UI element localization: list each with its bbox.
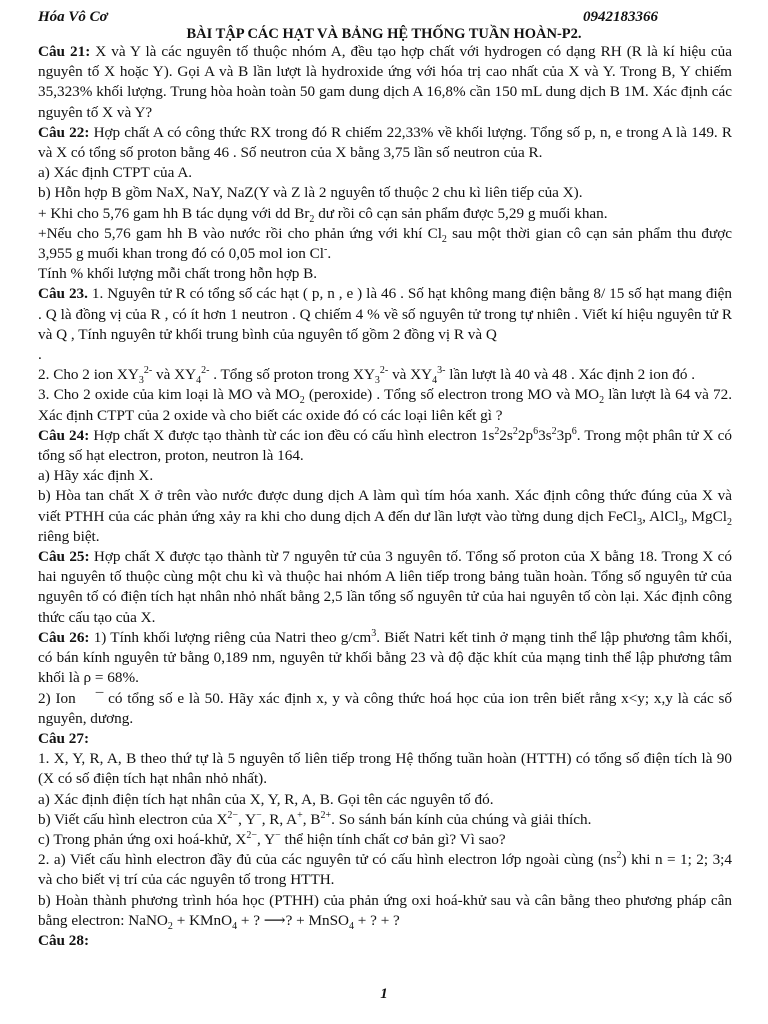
subscript: 2	[727, 516, 732, 528]
text: và XY	[388, 366, 433, 384]
text: .	[327, 245, 332, 263]
subscript: 3	[374, 375, 380, 387]
superscript: 3-	[437, 365, 446, 377]
text: +Nếu cho 5,76 gam hh B vào nước rồi cho phản ứng với khí Cl	[38, 224, 442, 242]
question-label: Câu 26:	[38, 628, 90, 646]
question-24-part-a: a) Hãy xác định X.	[38, 467, 154, 485]
question-27-line-5	[38, 850, 732, 890]
text: c) Trong phản ứng oxi hoá-khử, X	[38, 830, 247, 848]
text: , Y	[257, 830, 276, 848]
question-text: Hợp chất A có công thức RX trong đó R chiếm 22,33% về khối lượng. Tổng số p, n, e trong A là 149. R và X có tổng số proton bằng 46 . Số neutron của X bằng 3,75 lần số neutron của R.	[38, 123, 732, 162]
text: 2) Ion	[38, 689, 76, 707]
equation: + ? ⟶? + MnSO	[237, 911, 349, 929]
text: b) Hòa tan chất X ở trên vào nước được dung dịch A làm quì tím hóa xanh. Xác định công thức đúng của X và viết PTHH của các phản ứng xảy ra khi cho dung dịch A đến dư lần lượt vào từng dung dịch FeCl	[38, 487, 732, 525]
question-22-last: Tính % khối lượng mỗi chất trong hỗn hợp B.	[38, 265, 318, 283]
superscript: 6	[571, 425, 577, 437]
subscript: 4	[349, 920, 354, 932]
superscript: 2-	[201, 365, 210, 377]
text: , Y	[238, 810, 257, 828]
text: . Trong một phân tử X có tổng số hạt electron, proton, neutron là 164.	[38, 426, 732, 465]
text: 2. Cho 2 ion XY	[38, 366, 139, 384]
text: có tổng số e là 50. Hãy xác định x, y và công thức hoá học của ion trên biết rằng x<y; x,y là các số nguyên, dương.	[38, 689, 732, 727]
text: ¯	[95, 689, 104, 707]
superscript: −	[256, 809, 262, 821]
text: dư rồi cô cạn sản phẩm được 5,29 g muối khan.	[314, 204, 608, 222]
question-24	[38, 426, 732, 466]
equation: + ? + ?	[354, 911, 400, 929]
superscript: 2−	[246, 829, 258, 841]
text: 3. Cho 2 oxide của kim loại là MO và MO	[38, 386, 300, 404]
superscript: −	[275, 829, 281, 841]
subscript: 4	[196, 375, 202, 387]
text: , MgCl	[683, 507, 727, 525]
header-phone: 0942183366	[583, 9, 658, 25]
question-label: Câu 21:	[38, 43, 91, 60]
text: . Biết Natri kết tinh ở mạng tinh thể lập phương tâm khối, có bán kính nguyên tử bằng 0,189 nm, nguyên tử khối bằng 23 và độ đặc khít của mạng tinh thể lập phương tâm khối là ρ = 68%.	[38, 628, 733, 687]
question-27-line-2: a) Xác định điện tích hạt nhân của X, Y, R, A, B. Gọi tên các nguyên tố đó.	[38, 790, 494, 808]
question-23-part-3	[38, 385, 732, 425]
text: . So sánh bán kính của chúng và giải thích.	[331, 810, 592, 828]
superscript: 2+	[320, 809, 332, 821]
text: , R, A	[261, 810, 298, 828]
question-23-part-2	[38, 365, 732, 385]
question-text: 1. Nguyên tử R có tổng số các hạt ( p, n , e ) là 46 . Số hạt không mang điện bằng 8/ 15 số hạt mang điện . Q là đồng vị của R , có ít hơn 1 neutron . Q chiếm 4 % về số nguyên tử trong tự nhiên . Viết kí hiệu nguyên tử R và Q , Tính nguyên tử khối trung bình của nguyên tố gồm 2 đồng vị R và Q	[38, 285, 733, 343]
superscript: 2−	[227, 809, 239, 821]
question-26	[38, 628, 732, 689]
header-subject: Hóa Vô Cơ	[38, 9, 108, 25]
question-27-line-4	[38, 830, 732, 850]
text: , B	[302, 810, 321, 828]
page-title: BÀI TẬP CÁC HẠT VÀ BẢNG HỆ THỐNG TUẦN HOÀN-P2.	[186, 26, 582, 42]
subscript: 2	[309, 213, 315, 225]
question-label: Câu 23.	[38, 285, 88, 303]
text: 2p	[517, 426, 534, 444]
text: 3p	[556, 426, 572, 444]
text: + Khi cho 5,76 gam hh B tác dụng với dd Br	[38, 204, 310, 222]
question-22-part-b: b) Hỗn hợp B gồm NaX, NaY, NaZ(Y và Z là 2 nguyên tố thuộc 2 chu kì liên tiếp của X).	[38, 184, 583, 202]
equation: + KMnO	[172, 911, 233, 929]
superscript: 2-	[143, 365, 153, 377]
subscript: 2	[441, 233, 447, 245]
text: 1) Tính khối lượng riêng của Natri theo g/cm	[93, 628, 372, 646]
text: Hợp chất X được tạo thành từ các ion đều có cấu hình electron 1s	[93, 426, 495, 444]
superscript: 2	[512, 425, 518, 437]
text: ) khi n = 1; 2; 3;4 và cho biết vị trí của các nguyên tố trong HTTH.	[38, 851, 732, 889]
question-28-label: Câu 28:	[38, 931, 90, 949]
subscript: 2	[599, 395, 605, 407]
subscript: 2	[299, 395, 305, 407]
question-27-label: Câu 27:	[38, 729, 90, 747]
superscript: 2	[494, 425, 500, 437]
question-23-dot: .	[38, 346, 42, 364]
text: 3s	[538, 426, 552, 444]
equation: NaNO	[124, 911, 168, 929]
question-25	[38, 547, 732, 628]
question-27-line-6	[38, 891, 732, 931]
text: (peroxide) . Tổng số electron trong MO và MO	[304, 386, 600, 404]
subscript: 4	[232, 920, 238, 932]
text: thể hiện tính chất cơ bản gì? Vì sao?	[280, 830, 506, 848]
superscript: 2-	[379, 365, 389, 377]
text: b) Viết cấu hình electron của X	[38, 810, 228, 828]
superscript: 6	[533, 425, 539, 437]
question-text: Hợp chất X được tạo thành từ 7 nguyên tử của 3 nguyên tố. Tổng số proton của X bằng 18. Trong X có hai nguyên tố thuộc cùng một chu kì và thuộc hai nhóm A liên tiếp trong bảng tuần hoàn. Tổng số nguyên tử của nguyên tố có điện tích hạt nhân nhỏ nhất bằng 2,5 lần tổng số nguyên tử của hai nguyên tố còn lại. Xác định công thức cấu tạo của X.	[38, 548, 732, 626]
text: 2s	[499, 426, 513, 444]
text: 2. a) Viết cấu hình electron đầy đủ của các nguyên tử có cấu hình electron lớp ngoài cùng (ns	[38, 851, 617, 869]
text: b) Hoàn thành phương trình hóa học (PTHH) của phản ứng oxi hoá-khử sau và cân bằng theo phương pháp cân bằng electron:	[38, 891, 732, 929]
question-22-case-2	[38, 224, 732, 264]
text: , AlCl	[642, 507, 679, 525]
question-24-part-b	[38, 486, 732, 547]
question-26-part-2	[38, 689, 732, 729]
superscript: 3	[371, 627, 377, 639]
text: lần lượt là 40 và 48 . Xác định 2 ion đó .	[445, 366, 696, 384]
question-label: Câu 22:	[38, 123, 90, 141]
superscript: +	[297, 809, 303, 821]
question-27-line-3	[38, 810, 732, 830]
document-body	[38, 42, 732, 951]
superscript: 2	[551, 425, 557, 437]
question-22-part-a: a) Xác định CTPT của A.	[38, 164, 193, 182]
question-text: X và Y là các nguyên tố thuộc nhóm A, đều tạo hợp chất với hydrogen có dạng RH (R là kí hiệu của nguyên tố X hoặc Y). Gọi A và B lần lượt là hydroxide ứng với hóa trị cao nhất của X và Y. Trong B, Y chiếm 35,323% khối lượng. Trung hòa hoàn toàn 50 gam dung dịch A 16,8% cần 150 mL dung dịch B 1M. Xác định các nguyên tố X và Y?	[38, 43, 732, 121]
subscript: 3	[637, 516, 643, 528]
subscript: 2	[167, 920, 173, 932]
subscript: 4	[432, 375, 438, 387]
page-number: 1	[380, 986, 388, 1002]
question-22-case-1	[38, 204, 732, 224]
question-22	[38, 123, 732, 163]
text: riêng biệt.	[38, 527, 100, 545]
question-21	[38, 42, 732, 123]
superscript: 2	[616, 850, 622, 862]
superscript: -	[324, 243, 328, 255]
subscript: 3	[138, 375, 144, 387]
question-label: Câu 25:	[38, 548, 90, 566]
text: sau một thời gian cô cạn sản phẩm thu được 3,955 g muối khan trong đó có 0,05 mol ion Cl	[38, 224, 732, 263]
text: và XY	[152, 366, 197, 384]
question-27-line-1: 1. X, Y, R, A, B theo thứ tự là 5 nguyên tố liên tiếp trong Hệ thống tuần hoàn (HTTH) có tổng số điện tích là 90 (X có số điện tích hạt nhân nhỏ nhất).	[38, 750, 732, 788]
question-23	[38, 284, 732, 345]
question-label: Câu 24:	[38, 426, 90, 444]
text: . Tổng số proton trong XY	[209, 366, 375, 384]
text: lần lượt là 64 và 72. Xác định CTPT của 2 oxide và cho biết các oxide đó có các loại liên kết gì ?	[38, 386, 732, 424]
subscript: 3	[678, 516, 684, 528]
